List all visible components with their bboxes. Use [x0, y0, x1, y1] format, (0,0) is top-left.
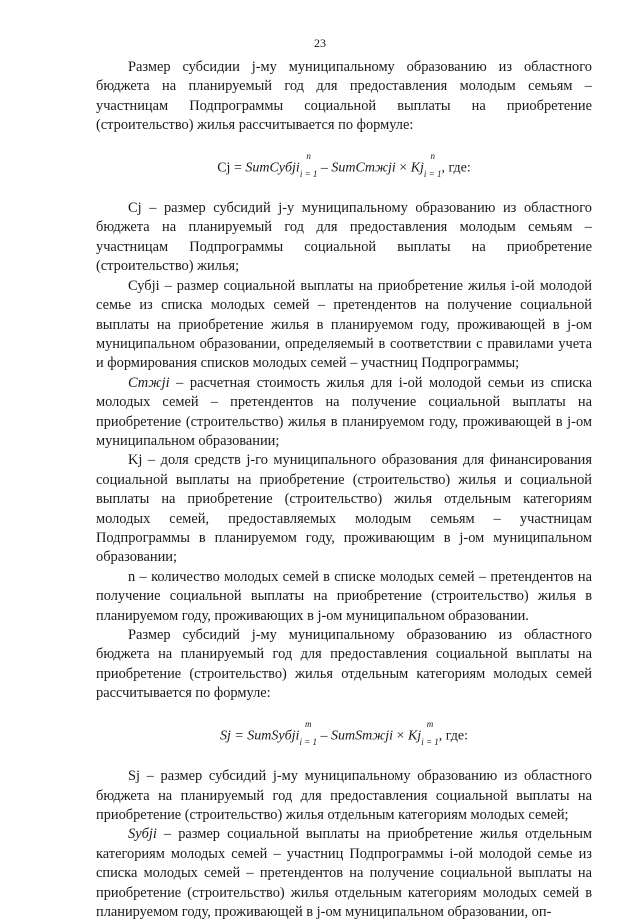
definition-syubji [96, 825, 592, 922]
formula-sup: m [304, 718, 312, 729]
definition-symbol: Sубji [128, 826, 157, 843]
formula-sub: i = 1 [423, 169, 442, 180]
definition-n [96, 568, 592, 626]
formula-operator: – [317, 160, 332, 176]
formula-cj [96, 152, 592, 179]
definition-text: – размер субсидий j-му муниципальному образованию из областного бюджета на планируемый год для предоставления социальной выплаты на приобретение (строительство) жилья отдельным категориям молодых семей; [96, 768, 592, 823]
formula-sub: i = 1 [299, 737, 318, 748]
formula-term: Kj [407, 728, 422, 744]
definition-text: – размер социальной выплаты на приобретение жилья отдельным категориям молодых семей – участниц Подпрограммы i-ой молодой семье из списка молодых семей – претендентов на получение социальной выплаты на приобретение (строительство) жилья отдельным категориям молодых семей в планируемом году, проживающей в j-ом муниципальном образовании, оп- [96, 826, 592, 920]
definition-symbol: n [128, 568, 136, 585]
definition-subji [96, 277, 592, 374]
paragraph-intro-2: Размер субсидий j-му муниципальному образованию из областного бюджета на планируемый год для предоставления социальной выплаты на приобретение (строительство) жилья отдельным категориям молодых семей рассчитывается по формуле: [96, 627, 592, 702]
formula-term: SumCyбji [245, 160, 300, 176]
formula-operator: × [395, 160, 411, 176]
formula-sup: n [430, 150, 435, 161]
formula-lhs: Cj = [217, 160, 246, 176]
formula-sub: i = 1 [421, 737, 439, 748]
definition-text: – размер субсидий j-у муниципальному образованию из областного бюджета на планируемый год для предоставления молодым семьям – участницам Подпрограммы социальной выплаты на приобретение (строительство) жилья; [96, 200, 592, 275]
page-number: 23 [314, 36, 326, 50]
formula-term: SumSmжji [331, 728, 394, 744]
definition-text: – доля средств j-го муниципального образования для финансирования социальной выплаты на приобретение (строительство) жилья и социальной выплаты на приобретение (строительство) жилья отдельным категориям молодых семей, предоставляемых молодым семьям – участницам Подпрограммы в планируемом году, проживающим в j-ом муниципальном образовании; [96, 452, 592, 566]
formula-lhs: Sj = [219, 728, 248, 744]
formula-operator: × [393, 728, 408, 744]
formula-term: Kj [410, 160, 424, 176]
definition-symbol: Стжji [128, 374, 170, 391]
formula-term: SumCmжji [331, 160, 396, 176]
definition-text: – размер социальной выплаты на приобретение жилья i-ой молодой семье из списка молодых семей – претендентов на получение социальной выплаты на приобретение жилья в планируемом году, проживающей в j-ом муниципальном образовании, определяемый в соответствии с правилами учета и формирования списков молодых семей – участниц Подпрограммы; [96, 277, 592, 372]
definition-symbol: Субji [128, 277, 160, 294]
definition-symbol: Kj [128, 452, 143, 469]
definition-symbol: Sj [128, 768, 141, 785]
formula-sup: n [306, 150, 311, 161]
formula-sub: i = 1 [299, 169, 318, 180]
formula-term: SumSyбji [247, 728, 300, 744]
formula-sj [96, 720, 592, 747]
formula-suffix: , где: [441, 160, 471, 176]
document-body [96, 58, 592, 922]
definition-stzhji [96, 374, 592, 452]
definition-kj [96, 451, 592, 567]
definition-text: – расчетная стоимость жилья для i-ой молодой семьи из списка молодых семей – претендентов на получение социальной выплаты на приобретение (строительство) жилья в планируемом году, проживающей в j-ом муниципальном образовании; [96, 374, 592, 449]
definition-symbol: Cj [128, 200, 142, 217]
definition-sj [96, 767, 592, 825]
paragraph-intro-1: Размер субсидии j-му муниципальному образованию из областного бюджета на планируемый год для предоставления молодым семьям – участницам Подпрограммы социальной выплаты на приобретение (строительство) жилья рассчитывается по формуле: [96, 59, 592, 134]
formula-operator: – [317, 728, 332, 744]
formula-sup: m [426, 718, 434, 729]
definition-text: – количество молодых семей в списке молодых семей – претендентов на получение социальной выплаты на приобретение (строительство) жилья в планируемом году, проживающих в j-ом муниципальном образовании. [96, 568, 592, 624]
definition-cj [96, 199, 592, 277]
formula-suffix: , где: [438, 728, 469, 744]
